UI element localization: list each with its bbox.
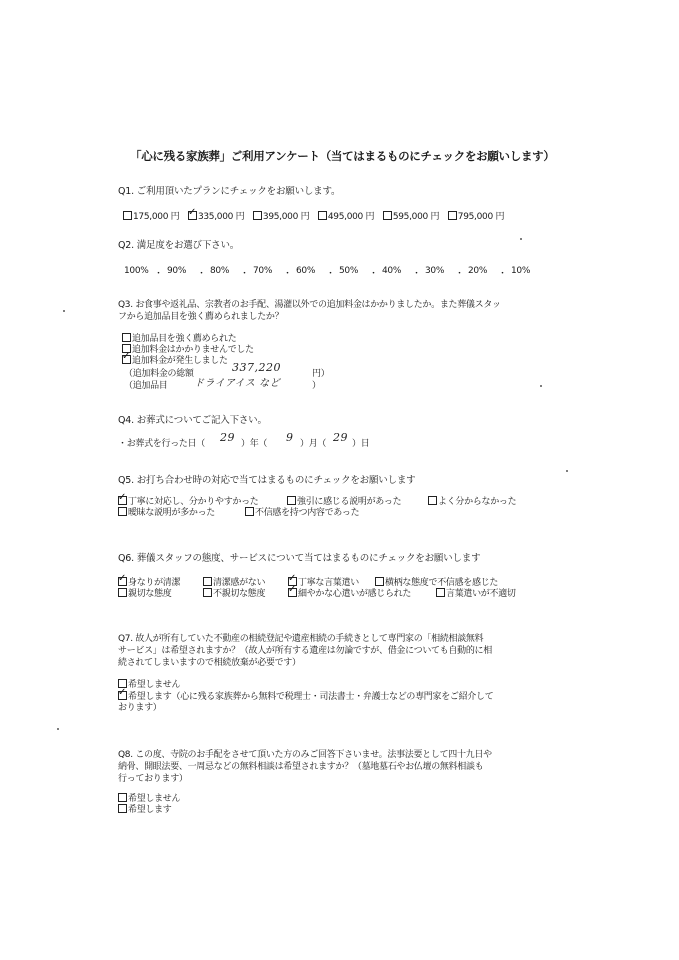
q4-month-suffix: ）月（ [300, 439, 327, 449]
scale-option[interactable]: 70% [253, 266, 273, 276]
checked-checkbox-icon [122, 355, 131, 364]
q1-question: Q1. ご利用頂いたプランにチェックをお願いします。 [118, 186, 341, 197]
q3-option-charged[interactable]: ✓追加料金が発生しました [122, 353, 228, 366]
checked-checkbox-icon [118, 496, 127, 505]
q2-satisfaction-scale [124, 266, 554, 276]
checkbox-icon [203, 577, 212, 586]
scale-option[interactable]: 100% [124, 266, 149, 276]
scale-option[interactable]: 20% [468, 266, 488, 276]
checkbox-icon [253, 211, 262, 220]
q4-year-suffix: ）年（ [241, 439, 268, 449]
q7-question-line1: Q7. 故人が所有していた不動産の相続登記や遺産相続の手続きとして専門家の「相続相談無料 [118, 634, 484, 644]
q6-option-improper-speech[interactable]: 言葉遣いが不適切 [436, 586, 516, 599]
q8-option-no[interactable]: 希望しません [118, 791, 180, 804]
q3-total-label: （追加料金の総額 [124, 369, 194, 379]
q2-question: Q2. 満足度をお選び下さい。 [118, 240, 240, 251]
scale-option[interactable]: 10% [511, 266, 531, 276]
checked-checkbox-icon [118, 691, 127, 700]
checkbox-icon [245, 507, 254, 516]
q5-option-polite[interactable]: ✓丁寧に対応し、分かりやすかった [118, 494, 259, 507]
q3-total-value[interactable]: 337,220 [232, 361, 281, 374]
q1-option-335000[interactable]: ✓ 335,000 円 [188, 212, 244, 222]
scale-option[interactable]: 30% [425, 266, 445, 276]
checkbox-icon [118, 804, 127, 813]
q3-items-value[interactable]: ドライアイス など [194, 378, 281, 389]
q3-option-no-charge[interactable]: 追加料金はかかりませんでした [122, 342, 254, 355]
scale-option[interactable]: 50% [339, 266, 359, 276]
scan-speck [566, 470, 568, 472]
q1-option-595000[interactable]: 595,000 円 [383, 212, 439, 222]
q6-option-clean[interactable]: ✓身なりが清潔 [118, 575, 180, 588]
q3-items-label: （追加品目 [124, 381, 168, 391]
scan-speck [57, 728, 59, 730]
q8-question-line3: 行っております） [118, 774, 188, 784]
q3-items-close: ） [312, 381, 321, 391]
q3-question-line1: Q3. お食事や返礼品、宗教者のお手配、湯灌以外での追加料金はかかりましたか。また葬儀スタッ [118, 300, 501, 310]
checkbox-icon [383, 211, 392, 220]
q1-option-395000[interactable]: 395,000 円 [253, 212, 309, 222]
scale-option[interactable]: 80% [210, 266, 230, 276]
scan-speck [540, 385, 542, 387]
checkbox-icon [287, 496, 296, 505]
checked-checkbox-icon [288, 588, 297, 597]
checked-checkbox-icon [188, 211, 197, 220]
checkbox-icon [203, 588, 212, 597]
q6-option-kind[interactable]: 親切な態度 [118, 586, 172, 599]
checkbox-icon [436, 588, 445, 597]
q6-question: Q6. 葬儀スタッフの態度、サービスについて当てはまるものにチェックをお願いします [118, 553, 481, 564]
scale-option[interactable]: 40% [382, 266, 402, 276]
q7-question-line2: サービス」は希望されますか？（故人が所有する遺産は勿論ですが、借金についても自動的に相 [118, 646, 492, 656]
q4-day-suffix: ）日 [352, 439, 370, 449]
q3-total-unit: 円） [312, 369, 330, 379]
q8-option-yes[interactable]: 希望します [118, 802, 172, 815]
q3-question-line2: フから追加品目を強く薦められましたか？ [118, 312, 284, 322]
checkbox-icon [318, 211, 327, 220]
q5-option-distrust[interactable]: 不信感を持つ内容であった [245, 505, 359, 518]
page-title: 「心に残る家族葬」ご利用アンケート（当てはまるものにチェックをお願いします） [130, 149, 555, 163]
q1-options [123, 209, 510, 222]
checkbox-icon [118, 588, 127, 597]
q7-option-yes[interactable]: ✓希望します（心に残る家族葬から無料で税理士・司法書士・弁護士などの専門家をご紹介して [118, 689, 493, 702]
q7-question-line3: 続されてしまいますので相続放棄が必要です） [118, 658, 301, 668]
q4-date-row: ・お葬式を行った日（ [118, 439, 206, 449]
scan-speck [520, 238, 522, 240]
checkbox-icon [118, 793, 127, 802]
q6-option-unkind[interactable]: 不親切な態度 [203, 586, 265, 599]
q4-month-value[interactable]: 9 [286, 431, 294, 444]
q8-question-line1: Q8. この度、寺院のお手配をさせて頂いた方のみご回答下さいませ。法事法要として四十九日や [118, 750, 492, 760]
checkbox-icon [118, 507, 127, 516]
checked-checkbox-icon [118, 577, 127, 586]
q5-option-pushy[interactable]: 強引に感じる説明があった [287, 494, 401, 507]
checkbox-icon [375, 577, 384, 586]
q3-option-strong[interactable]: 追加品目を強く薦められた [122, 331, 236, 344]
q5-question: Q5. お打ち合わせ時の対応で当てはまるものにチェックをお願いします [118, 475, 416, 486]
q6-option-arrogant[interactable]: 横柄な態度で不信感を感じた [375, 575, 498, 588]
q1-option-175000[interactable]: 175,000 円 [123, 212, 179, 222]
q5-option-unclear[interactable]: よく分からなかった [428, 494, 516, 507]
q6-option-attentive[interactable]: ✓ 細やかな心遣いが感じられた [288, 586, 411, 599]
q4-question: Q4. お葬式についてご記入下さい。 [118, 415, 267, 426]
scale-option[interactable]: 90% [167, 266, 187, 276]
scan-speck [63, 310, 65, 312]
q4-day-value[interactable]: 29 [333, 431, 348, 444]
checkbox-icon [122, 333, 131, 342]
q7-option-no[interactable]: 希望しません [118, 677, 180, 690]
scale-option[interactable]: 60% [296, 266, 316, 276]
checkbox-icon [428, 496, 437, 505]
checkbox-icon [448, 211, 457, 220]
q6-option-unclean[interactable]: 清潔感がない [203, 575, 265, 588]
q1-option-795000[interactable]: 795,000 円 [448, 212, 504, 222]
q1-option-495000[interactable]: 495,000 円 [318, 212, 374, 222]
q8-question-line2: 納骨、開眼法要、一周忌などの無料相談は希望されますか？（墓地墓石やお仏壇の無料相談も [118, 762, 484, 772]
q4-year-value[interactable]: 29 [220, 431, 235, 444]
q7-option-yes-continuation: おります） [118, 703, 162, 713]
q5-option-vague[interactable]: 曖昧な説明が多かった [118, 505, 215, 518]
q6-option-polite-speech[interactable]: ✓ 丁寧な言葉遣い [288, 575, 359, 588]
checkbox-icon [123, 211, 132, 220]
